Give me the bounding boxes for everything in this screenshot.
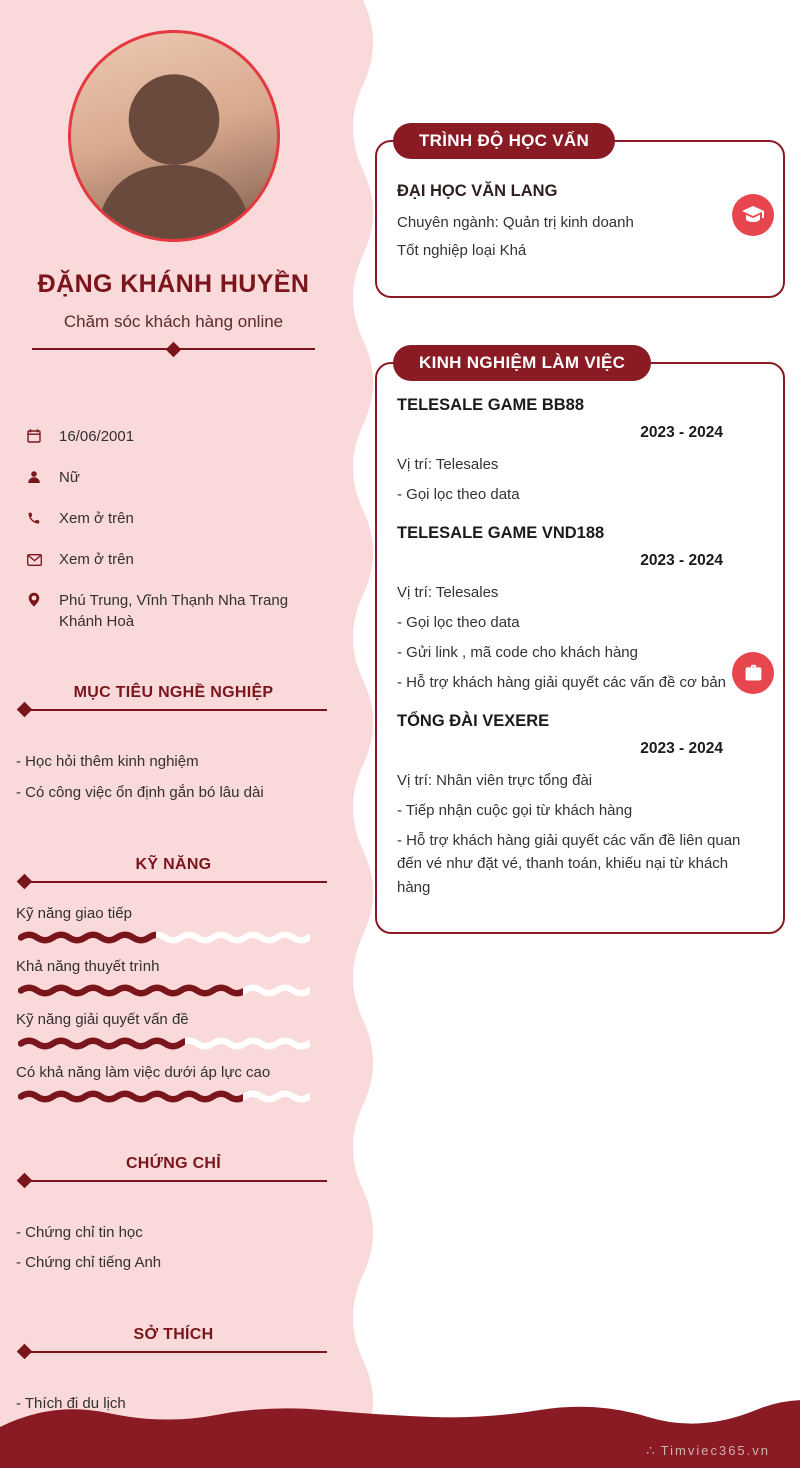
list-item: - Có công việc ổn định gắn bó lâu dài — [16, 783, 264, 801]
section-objective — [16, 684, 331, 804]
name-divider — [32, 348, 315, 350]
section-heading — [16, 856, 331, 883]
section-rule — [20, 709, 327, 711]
contact-text: Phú Trung, Vĩnh Thạnh Nha Trang Khánh Hoà — [59, 592, 289, 630]
section-title: KỸ NĂNG — [135, 855, 212, 873]
company-name: TELESALE GAME BB88 — [397, 396, 585, 414]
contact-item-email — [26, 549, 331, 572]
section-title: MỤC TIÊU NGHỀ NGHIỆP — [73, 684, 274, 701]
section-heading — [16, 684, 331, 711]
skill-label: Kỹ năng giao tiếp — [16, 904, 132, 922]
list-item: - Chứng chỉ tin học — [16, 1223, 143, 1241]
candidate-name: ĐẶNG KHÁNH HUYỀN — [37, 270, 310, 298]
calendar-icon — [26, 428, 42, 449]
contact-item-phone — [26, 508, 331, 531]
education-heading-badge: TRÌNH ĐỘ HỌC VẤN — [393, 123, 615, 159]
experience-bullet: - Hỗ trợ khách hàng giải quyết các vấn đề liên quan đến vé như đặt vé, thanh toán, khiếu nại từ khách hàng — [397, 832, 741, 896]
location-icon — [26, 592, 42, 613]
section-heading — [16, 1326, 331, 1353]
contact-text: 16/06/2001 — [59, 428, 135, 445]
diamond-icon — [17, 702, 33, 718]
contact-text: Nữ — [59, 469, 80, 486]
education-grade: Tốt nghiệp loại Khá — [397, 242, 527, 259]
section-title: SỞ THÍCH — [133, 1326, 214, 1343]
skill-item — [16, 958, 331, 997]
timviec-logo-icon: ∴ — [646, 1443, 655, 1458]
experience-bullet: - Hỗ trợ khách hàng giải quyết các vấn đề cơ bản — [397, 674, 727, 692]
skill-label: Khả năng thuyết trình — [16, 957, 160, 975]
envelope-icon — [26, 551, 42, 572]
graduation-cap-icon — [732, 194, 774, 236]
skill-bar — [18, 1037, 306, 1050]
skills-list — [16, 905, 331, 1103]
section-skills — [16, 856, 331, 1103]
skill-item — [16, 1011, 331, 1050]
phone-icon — [26, 510, 42, 531]
skill-bar — [18, 931, 306, 944]
diamond-icon — [17, 1172, 33, 1188]
skill-label: Có khả năng làm việc dưới áp lực cao — [16, 1063, 271, 1081]
diamond-icon — [17, 873, 33, 889]
experience-entry — [397, 712, 761, 899]
watermark-text: Timviec365.vn — [660, 1443, 770, 1458]
contact-item-gender — [26, 467, 331, 490]
education-panel — [375, 131, 785, 298]
experience-bullet: - Gửi link , mã code cho khách hàng — [397, 644, 638, 661]
section-rule — [20, 1351, 327, 1353]
watermark — [646, 1443, 770, 1459]
education-major: Chuyên ngành: Quản trị kinh doanh — [397, 214, 634, 231]
skill-bar — [18, 984, 306, 997]
sidebar-content — [0, 0, 345, 1455]
list-item: - Chứng chỉ tiếng Anh — [16, 1254, 162, 1272]
section-heading — [16, 1155, 331, 1182]
company-name: TELESALE GAME VND188 — [397, 523, 605, 542]
experience-bullet: - Gọi lọc theo data — [397, 613, 520, 631]
experience-heading-badge: KINH NGHIỆM LÀM VIỆC — [393, 345, 651, 381]
contact-list — [16, 426, 331, 632]
contact-text: Xem ở trên — [59, 551, 134, 568]
list-item: - Thích đi du lịch — [16, 1395, 126, 1412]
briefcase-icon — [732, 652, 774, 694]
section-title: CHỨNG CHỈ — [125, 1154, 222, 1172]
experience-bullet: - Tiếp nhận cuộc gọi từ khách hàng — [397, 801, 633, 819]
experience-panel — [375, 353, 785, 934]
experience-entry — [397, 524, 761, 695]
section-rule — [20, 881, 327, 883]
skill-item — [16, 1064, 331, 1103]
contact-item-birthday — [26, 426, 331, 449]
contact-item-address — [26, 590, 331, 632]
skill-bar — [18, 1090, 306, 1103]
contact-text: Xem ở trên — [59, 510, 134, 527]
candidate-title: Chăm sóc khách hàng online — [63, 312, 284, 331]
skill-label: Kỹ năng giải quyết vấn đề — [16, 1010, 189, 1028]
section-certificates — [16, 1155, 331, 1275]
profile-photo — [68, 30, 280, 242]
main-column — [375, 0, 785, 934]
list-item: - Học hỏi thêm kinh nghiệm — [16, 753, 199, 770]
diamond-icon — [17, 1344, 33, 1360]
experience-position: Vị trí: Telesales — [397, 583, 499, 601]
experience-period: 2023 - 2024 — [640, 739, 723, 757]
experience-position: Vị trí: Telesales — [397, 456, 499, 473]
experience-period: 2023 - 2024 — [640, 551, 723, 569]
footer-band — [0, 1393, 800, 1468]
experience-entry — [397, 396, 761, 507]
diamond-icon — [165, 342, 181, 358]
certificate-items — [16, 1222, 331, 1275]
person-icon — [26, 469, 42, 490]
avatar — [71, 33, 277, 239]
objective-items — [16, 751, 331, 804]
company-name: TỔNG ĐÀI VEXERE — [397, 711, 550, 730]
school-name: ĐẠI HỌC VĂN LANG — [397, 182, 558, 200]
experience-position: Vị trí: Nhân viên trực tổng đài — [397, 771, 593, 789]
experience-bullet: - Gọi lọc theo data — [397, 486, 520, 504]
experience-period: 2023 - 2024 — [640, 424, 723, 441]
skill-item — [16, 905, 331, 944]
section-rule — [20, 1180, 327, 1182]
